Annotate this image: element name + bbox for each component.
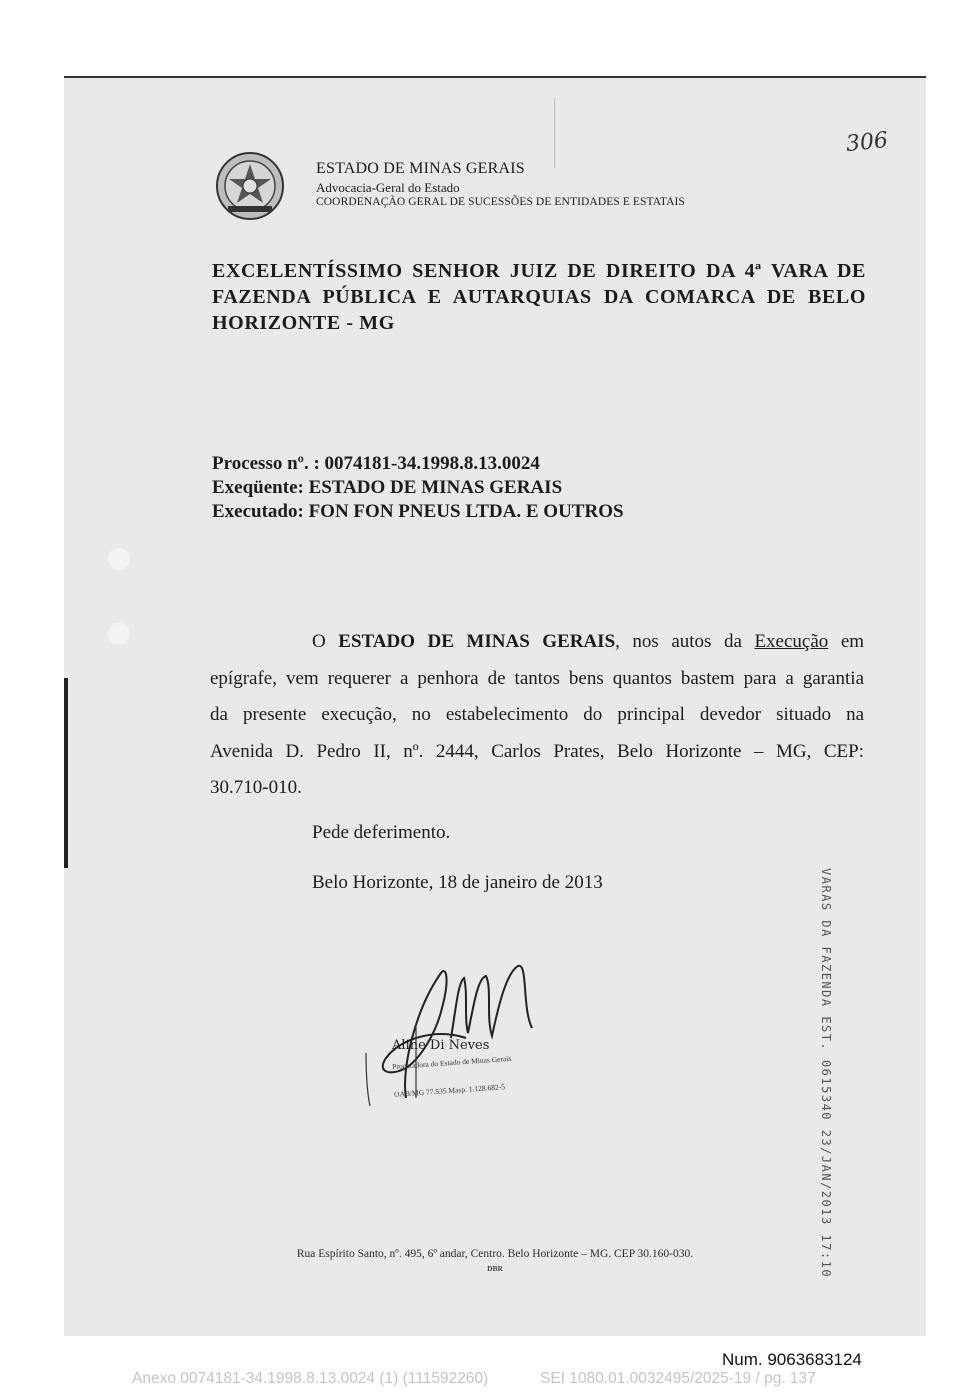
body-line: Avenida D. Pedro II, nº. 2444, Carlos Prates, Belo Horizonte – MG, CEP: bbox=[210, 740, 864, 762]
stamp-name: Aline Di Neves bbox=[392, 1038, 490, 1053]
stamp-oab: OAB/MG 77.535 Masp. 1.128.682-5 bbox=[393, 1082, 506, 1099]
executado-value: FON FON PNEUS LTDA. E OUTROS bbox=[308, 501, 624, 522]
party-name: ESTADO DE MINAS GERAIS bbox=[338, 631, 616, 652]
paper-stain bbox=[108, 548, 130, 570]
body-text: O bbox=[312, 631, 326, 652]
paper-stain bbox=[108, 623, 130, 645]
footer-address: Rua Espírito Santo, nº. 495, 6º andar, Centro. Belo Horizonte – MG. CEP 30.160-030. bbox=[296, 1248, 694, 1260]
body-line: epígrafe, vem requerer a penhora de tantos bens quantos bastem para a garantia bbox=[210, 667, 864, 689]
exequente-label: Exeqüente: bbox=[212, 477, 304, 498]
body-line: 30.710-010. bbox=[210, 777, 302, 798]
process-number-row bbox=[212, 452, 624, 476]
body-line: da presente execução, no estabelecimento do principal devedor situado na bbox=[210, 704, 864, 725]
executado-row bbox=[212, 500, 624, 524]
body-text: , nos autos da bbox=[615, 631, 742, 652]
header-agency: Advocacia-Geral do Estado bbox=[316, 180, 460, 195]
sei-reference: SEI 1080.01.0032495/2025-19 / pg. 137 bbox=[540, 1370, 816, 1387]
scan-edge-shadow bbox=[64, 678, 68, 868]
addressee-line: FAZENDA PÚBLICA E AUTARQUIAS DA COMARCA DE BELO bbox=[212, 286, 866, 308]
addressee-line: HORIZONTE - MG bbox=[212, 312, 395, 334]
body-text: em bbox=[840, 631, 865, 652]
body-line bbox=[210, 624, 864, 661]
execucao-term: Execução bbox=[754, 631, 829, 652]
footer-code: DBR bbox=[487, 1264, 503, 1273]
addressee-block bbox=[212, 258, 866, 336]
header-state-name: ESTADO DE MINAS GERAIS bbox=[316, 160, 525, 177]
addressee-line: EXCELENTÍSSIMO SENHOR JUIZ DE DIREITO DA 4ª VARA DE bbox=[212, 260, 866, 282]
state-seal-icon bbox=[214, 150, 286, 222]
exequente-row bbox=[212, 476, 624, 500]
exequente-value: ESTADO DE MINAS GERAIS bbox=[308, 477, 563, 498]
city-date: Belo Horizonte, 18 de janeiro de 2013 bbox=[312, 872, 603, 893]
handwritten-signature bbox=[346, 948, 556, 1108]
process-number-label: Processo nº. : bbox=[212, 453, 320, 474]
executado-label: Executado: bbox=[212, 501, 304, 522]
petition-body bbox=[210, 624, 864, 807]
process-number-value: 0074181-34.1998.8.13.0024 bbox=[324, 453, 540, 474]
stamp-role: Procuradora do Estado de Minas Gerais bbox=[391, 1053, 512, 1072]
process-info bbox=[212, 452, 624, 524]
letterhead bbox=[214, 150, 774, 222]
handwritten-page-number: 306 bbox=[844, 127, 890, 158]
anexo-reference: Anexo 0074181-34.1998.8.13.0024 (1) (111592260) bbox=[132, 1370, 489, 1387]
court-protocol-stamp: VARAS DA FAZENDA EST. 0615340 23/JAN/2013 17:10 bbox=[819, 868, 833, 1279]
scanned-page bbox=[64, 76, 926, 1336]
document-number: Num. 9063683124 bbox=[722, 1350, 862, 1369]
closing-request: Pede deferimento. bbox=[312, 822, 451, 843]
header-department: COORDENAÇÃO GERAL DE SUCESSÕES DE ENTIDADES E ESTATAIS bbox=[316, 196, 685, 208]
